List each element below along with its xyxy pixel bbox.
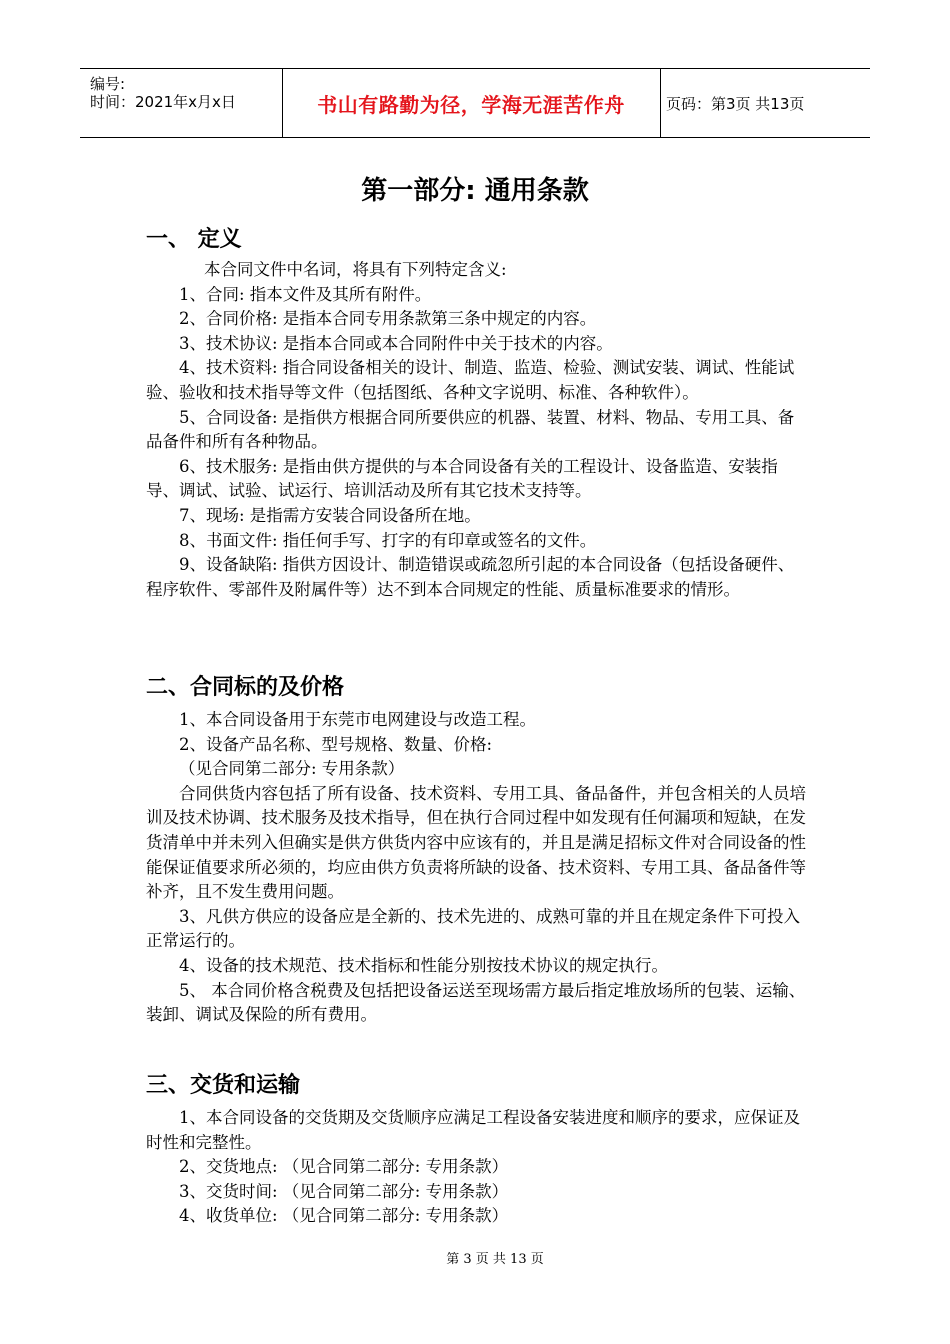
paragraph: 7、现场: 是指需方安装合同设备所在地。 <box>179 505 481 525</box>
paragraph: 2、交货地点: （见合同第二部分: 专用条款） <box>179 1157 509 1177</box>
paragraph: 1、合同: 指本文件及其所有附件。 <box>179 284 432 304</box>
paragraph: 3、凡供方供应的设备应是全新的、技术先进的、成熟可靠的并且在规定条件下可投入正常运行的。 <box>146 906 800 951</box>
paragraph: 4、收货单位: （见合同第二部分: 专用条款） <box>179 1206 509 1226</box>
paragraph: 3、交货时间: （见合同第二部分: 专用条款） <box>179 1181 509 1201</box>
paragraph: 1、本合同设备的交货期及交货顺序应满足工程设备安装进度和顺序的要求，应保证及时性和完整性。 <box>146 1108 800 1152</box>
paragraph: 4、技术资料: 指合同设备相关的设计、制造、监造、检验、测试安装、调试、性能试验、验收和技术指导等文件（包括图纸、各种文字说明、标准、各种软件）。 <box>146 358 795 402</box>
paragraph: 3、技术协议: 是指本合同或本合同附件中关于技术的内容。 <box>179 333 613 353</box>
document-number-label: 编号: <box>90 75 126 93</box>
header-page-label: 页码：第3页 共13页 <box>666 94 805 113</box>
paragraph: 2、合同价格: 是指本合同专用条款第三条中规定的内容。 <box>179 309 597 329</box>
section-heading-subject-price: 二、合同标的及价格 <box>146 675 345 700</box>
paragraph: 5、合同设备: 是指供方根据合同所要供应的机器、装置、材料、物品、专用工具、备品备件和所有各种物品。 <box>146 407 795 452</box>
page-header <box>80 68 870 138</box>
section-body-delivery <box>146 1106 810 1229</box>
section-heading-delivery: 三、交货和运输 <box>146 1073 301 1098</box>
paragraph: 1、本合同设备用于东莞市电网建设与改造工程。 <box>179 710 536 729</box>
paragraph: （见合同第二部分: 专用条款） <box>179 759 405 779</box>
header-meta <box>80 69 283 137</box>
header-motto-cell <box>282 69 661 137</box>
document-title: 第一部分: 通用条款 <box>361 176 589 206</box>
section-heading-definitions: 一、 定义 <box>146 227 242 252</box>
document-time-label: 时间：2021年x月x日 <box>90 93 236 111</box>
paragraph: 合同供货内容包括了所有设备、技术资料、专用工具、备品备件，并包含相关的人员培训及技术协调、技术服务及技术指导，但在执行合同过程中如发现有任何漏项和短缺，在发货清单中并未列入但确实是供方供货内容中应该有的，并且是满足招标文件对合同设备的性能保证值要求所必须的，均应由供方负责将所缺的设备、技术资料、专用工具、备品备件等补齐，且不发生费用问题。 <box>146 783 806 902</box>
paragraph: 9、设备缺陷: 指供方因设计、制造错误或疏忽所引起的本合同设备（包括设备硬件、程序软件、零部件及附属件等）达不到本合同规定的性能、质量标准要求的情形。 <box>146 555 795 599</box>
header-motto: 书山有路勤为径，学海无涯苦作舟 <box>317 92 625 117</box>
paragraph: 8、书面文件: 指任何手写、打字的有印章或签名的文件。 <box>179 530 597 550</box>
page-footer: 第 3 页 共 13 页 <box>446 1252 544 1267</box>
paragraph: 6、技术服务: 是指由供方提供的与本合同设备有关的工程设计、设备监造、安装指导、调试、试验、试运行、培训活动及所有其它技术支持等。 <box>146 456 778 501</box>
paragraph: 本合同文件中名词，将具有下列特定含义: <box>204 260 507 279</box>
header-page-cell <box>660 69 876 137</box>
paragraph: 5、 本合同价格含税费及包括把设备运送至现场需方最后指定堆放场所的包装、运输、装卸、调试及保险的所有费用。 <box>146 980 806 1025</box>
section-body-subject-price <box>146 708 810 1028</box>
paragraph: 4、设备的技术规范、技术指标和性能分别按技术协议的规定执行。 <box>179 955 668 975</box>
paragraph: 2、设备产品名称、型号规格、数量、价格: <box>179 734 493 754</box>
section-body-definitions <box>146 258 810 602</box>
